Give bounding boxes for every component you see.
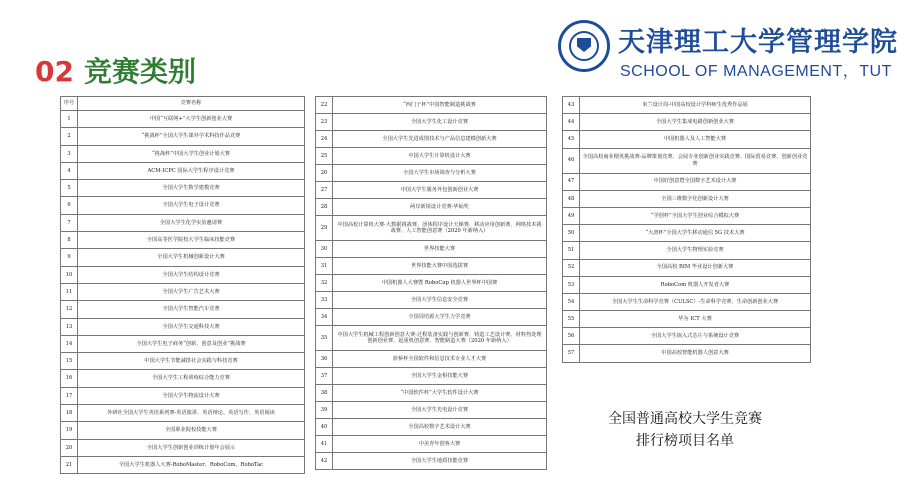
- row-index: 42: [316, 453, 333, 470]
- row-index: 41: [316, 436, 333, 453]
- table-row: [61, 353, 305, 370]
- table-row: [316, 182, 547, 199]
- row-competition-name: 全国大学生市场调查与分析大赛: [333, 165, 547, 182]
- row-index: 38: [316, 385, 333, 402]
- row-competition-name: 全国大学生集成电路创新创业大赛: [580, 114, 811, 131]
- table-row: [316, 131, 547, 148]
- table-row: [61, 128, 305, 145]
- table-row: [563, 131, 811, 148]
- row-competition-name: 中国大学生计算机设计大赛: [333, 148, 547, 165]
- table-row: [316, 148, 547, 165]
- row-competition-name: 全国大学生工程训练综合能力竞赛: [78, 370, 305, 387]
- table-row: [316, 351, 547, 368]
- row-index: 9: [61, 249, 78, 266]
- section-title: 竞赛类别: [83, 55, 196, 88]
- row-competition-name: “西门子杯”中国智能制造挑战赛: [333, 97, 547, 114]
- row-competition-name: 中国大学生节能减排社会实践与科技竞赛: [78, 353, 305, 370]
- table-row: [61, 456, 305, 473]
- row-index: 33: [316, 292, 333, 309]
- row-index: 50: [563, 225, 580, 242]
- table-row: [61, 283, 305, 300]
- table-row: [61, 422, 305, 439]
- row-competition-name: 全国大学生结构设计竞赛: [78, 266, 305, 283]
- row-competition-name: 全国大学生生命科学竞赛（CULSC）-生命科学竞赛、生命创新创业大赛: [580, 293, 811, 310]
- school-seal-icon: [558, 20, 610, 72]
- table-row: [61, 266, 305, 283]
- row-competition-name: “中国软件杯”大学生软件设计大赛: [333, 385, 547, 402]
- row-competition-name: 全国大学生物流设计大赛: [78, 387, 305, 404]
- row-index: 7: [61, 214, 78, 231]
- table-row: [316, 292, 547, 309]
- table-row: [61, 439, 305, 456]
- row-competition-name: 中国机器人及人工智能大赛: [580, 131, 811, 148]
- table-row: [61, 387, 305, 404]
- table-row: [316, 241, 547, 258]
- table-row: [61, 405, 305, 422]
- row-index: 57: [563, 345, 580, 362]
- row-index: 49: [563, 207, 580, 224]
- table-row: [316, 199, 547, 216]
- row-competition-name: 全国大学生交通科技大赛: [78, 318, 305, 335]
- row-index: 6: [61, 197, 78, 214]
- table-row: [316, 419, 547, 436]
- row-competition-name: 全国大学生电子商务“创新、创意及创业”挑战赛: [78, 335, 305, 352]
- row-competition-name: “大唐杯”全国大学生移动通信 5G 技术大赛: [580, 225, 811, 242]
- table-row: [61, 214, 305, 231]
- row-competition-name: “挑战杯”全国大学生课外学术科技作品竞赛: [78, 128, 305, 145]
- row-index: 44: [563, 114, 580, 131]
- table-row: [61, 111, 305, 128]
- table-row: [61, 232, 305, 249]
- row-competition-name: 全国大学生物理实验竞赛: [580, 242, 811, 259]
- row-index: 47: [563, 173, 580, 190]
- table-row: [563, 190, 811, 207]
- row-index: 2: [61, 128, 78, 145]
- row-index: 25: [316, 148, 333, 165]
- table-row: [316, 436, 547, 453]
- row-competition-name: 全国大学生化学实验邀请赛: [78, 214, 305, 231]
- row-index: 31: [316, 258, 333, 275]
- row-index: 35: [316, 326, 333, 351]
- row-index: 12: [61, 301, 78, 318]
- table-row: [61, 335, 305, 352]
- table-row: [563, 114, 811, 131]
- row-index: 43: [563, 97, 580, 114]
- row-competition-name: 全国大学生金相技能大赛: [333, 368, 547, 385]
- row-index: 20: [61, 439, 78, 456]
- row-index: 29: [316, 216, 333, 241]
- row-competition-name: 米兰设计周-中国高校设计学科师生优秀作品展: [580, 97, 811, 114]
- table-row: [316, 385, 547, 402]
- page-title: [35, 50, 196, 90]
- row-competition-name: ACM-ICPC 国际大学生程序设计竞赛: [78, 162, 305, 179]
- row-index: 1: [61, 111, 78, 128]
- row-index: 53: [563, 276, 580, 293]
- row-competition-name: 全国大学生信息安全竞赛: [333, 292, 547, 309]
- row-competition-name: 世界技能大赛: [333, 241, 547, 258]
- table-row: [563, 276, 811, 293]
- competition-table-1: [60, 96, 305, 474]
- row-competition-name: 全国大学生化工设计竞赛: [333, 114, 547, 131]
- row-competition-name: 全国三维数字化创新设计大赛: [580, 190, 811, 207]
- table-row: [316, 114, 547, 131]
- row-index: 56: [563, 328, 580, 345]
- row-competition-name: 全国大学生光电设计竞赛: [333, 402, 547, 419]
- row-competition-name: 中国“互联网+”大学生创新创业大赛: [78, 111, 305, 128]
- row-index: 26: [316, 165, 333, 182]
- row-competition-name: 全国职业院校技能大赛: [78, 422, 305, 439]
- row-index: 16: [61, 370, 78, 387]
- table-row: [563, 173, 811, 190]
- row-competition-name: 中国大学生服务外包创新创业大赛: [333, 182, 547, 199]
- row-competition-name: 全国大学生地质技能竞赛: [333, 453, 547, 470]
- row-index: 11: [61, 283, 78, 300]
- table-row: [563, 311, 811, 328]
- table-row: [563, 345, 811, 362]
- row-competition-name: 全国大学生创新创业训练计划年会展示: [78, 439, 305, 456]
- row-competition-name: 外研社全国大学生英语系列赛-英语演讲、英语辩论、英语写作、英语阅读: [78, 405, 305, 422]
- row-index: 39: [316, 402, 333, 419]
- table-row: [563, 242, 811, 259]
- header-name: 竞赛名称: [78, 97, 305, 111]
- table-row: [61, 370, 305, 387]
- row-competition-name: 全国高校商业精英挑战赛-品牌策划竞赛、会展专业创新创业实践竞赛、国际贸易竞赛、创新创业竞赛: [580, 148, 811, 173]
- table-row: [563, 148, 811, 173]
- row-index: 23: [316, 114, 333, 131]
- table-row: [563, 293, 811, 310]
- table-row: [61, 180, 305, 197]
- table-row: [316, 326, 547, 351]
- table-row: [61, 197, 305, 214]
- row-competition-name: 全国高校数字艺术设计大赛: [333, 419, 547, 436]
- table-row: [316, 97, 547, 114]
- table-row: [563, 207, 811, 224]
- section-number: 02: [35, 55, 74, 88]
- row-competition-name: 全国大学生机械创新设计大赛: [78, 249, 305, 266]
- row-index: 45: [563, 131, 580, 148]
- competition-table-2: [315, 96, 547, 470]
- table-row: [61, 301, 305, 318]
- row-index: 54: [563, 293, 580, 310]
- table-row: [61, 249, 305, 266]
- row-index: 3: [61, 145, 78, 162]
- row-index: 8: [61, 232, 78, 249]
- row-competition-name: 全国大学生智能汽车竞赛: [78, 301, 305, 318]
- row-index: 13: [61, 318, 78, 335]
- table-row: [61, 162, 305, 179]
- row-competition-name: 全国大学生电子设计竞赛: [78, 197, 305, 214]
- caption-line-1: 全国普通高校大学生竞赛: [608, 411, 762, 427]
- row-index: 27: [316, 182, 333, 199]
- table-row: [316, 258, 547, 275]
- row-index: 15: [61, 353, 78, 370]
- row-index: 36: [316, 351, 333, 368]
- row-competition-name: 中国大学生机械工程创新创意大赛-过程装备实践与创新赛、铸造工艺设计赛、材料热处理创新创业赛、起重机创意赛、智能制造大赛（2020 年新纳入）: [333, 326, 547, 351]
- table-row: [316, 453, 547, 470]
- row-index: 48: [563, 190, 580, 207]
- table-row: [563, 97, 811, 114]
- table-row: [61, 145, 305, 162]
- row-index: 22: [316, 97, 333, 114]
- row-competition-name: 全国大学生机器人大赛-RoboMaster、RoboCom、RoboTac: [78, 456, 305, 473]
- caption-line-2: 排行榜项目名单: [636, 433, 734, 449]
- table-row: [563, 225, 811, 242]
- row-index: 40: [316, 419, 333, 436]
- row-competition-name: 中国好创意暨全国数字艺术设计大赛: [580, 173, 811, 190]
- table-row: [316, 402, 547, 419]
- logo-english-name: SCHOOL OF MANAGEMENT，TUT: [620, 63, 892, 80]
- row-competition-name: RoboCom 机器人开发者大赛: [580, 276, 811, 293]
- table-row: [316, 309, 547, 326]
- row-competition-name: 全国大学生广告艺术大赛: [78, 283, 305, 300]
- table-row: [316, 216, 547, 241]
- row-competition-name: 全国高等医学院校大学生临床技能竞赛: [78, 232, 305, 249]
- row-index: 46: [563, 148, 580, 173]
- row-index: 51: [563, 242, 580, 259]
- table-row: [563, 328, 811, 345]
- row-index: 24: [316, 131, 333, 148]
- row-competition-name: 全国大学生嵌入式芯片与系统设计竞赛: [580, 328, 811, 345]
- school-logo: [558, 16, 898, 86]
- table-row: [316, 368, 547, 385]
- row-competition-name: “挑战杯”中国大学生创业计划大赛: [78, 145, 305, 162]
- row-competition-name: 两岸新锐设计竞赛·华灿奖: [333, 199, 547, 216]
- row-index: 37: [316, 368, 333, 385]
- row-index: 10: [61, 266, 78, 283]
- row-index: 30: [316, 241, 333, 258]
- row-index: 52: [563, 259, 580, 276]
- row-competition-name: 华为 ICT 大赛: [580, 311, 811, 328]
- row-index: 32: [316, 275, 333, 292]
- row-index: 21: [61, 456, 78, 473]
- row-competition-name: 中美青年创客大赛: [333, 436, 547, 453]
- competition-table-3: [562, 96, 811, 363]
- row-competition-name: 全国大学生先进成图技术与产品信息建模创新大赛: [333, 131, 547, 148]
- row-index: 34: [316, 309, 333, 326]
- row-index: 19: [61, 422, 78, 439]
- table-row: [563, 259, 811, 276]
- row-competition-name: 世界技能大赛中国选拔赛: [333, 258, 547, 275]
- table-row: [316, 165, 547, 182]
- row-index: 4: [61, 162, 78, 179]
- row-index: 17: [61, 387, 78, 404]
- row-competition-name: 全国大学生数学建模竞赛: [78, 180, 305, 197]
- row-index: 28: [316, 199, 333, 216]
- row-competition-name: 中国高校智能机器人创意大赛: [580, 345, 811, 362]
- row-competition-name: “学创杯”全国大学生创业综合模拟大赛: [580, 207, 811, 224]
- table-row: [61, 318, 305, 335]
- header-index: 序号: [61, 97, 78, 111]
- row-competition-name: 中国机器人大赛暨 RoboCup 机器人世界杯中国赛: [333, 275, 547, 292]
- row-index: 18: [61, 405, 78, 422]
- row-competition-name: 蓝桥杯全国软件和信息技术专业人才大赛: [333, 351, 547, 368]
- table-header-row: [61, 97, 305, 111]
- logo-chinese-name: 天津理工大学管理学院: [618, 27, 898, 58]
- row-competition-name: 全国周培源大学生力学竞赛: [333, 309, 547, 326]
- table-row: [316, 275, 547, 292]
- caption: [575, 408, 795, 452]
- row-index: 55: [563, 311, 580, 328]
- row-competition-name: 中国高校计算机大赛-大数据挑战赛、团体程序设计天梯赛、移动应用创新赛、网络技术挑战赛、人工智能创意赛（2020 年新纳入）: [333, 216, 547, 241]
- row-index: 14: [61, 335, 78, 352]
- row-competition-name: 全国高校 BIM 毕业设计创新大赛: [580, 259, 811, 276]
- row-index: 5: [61, 180, 78, 197]
